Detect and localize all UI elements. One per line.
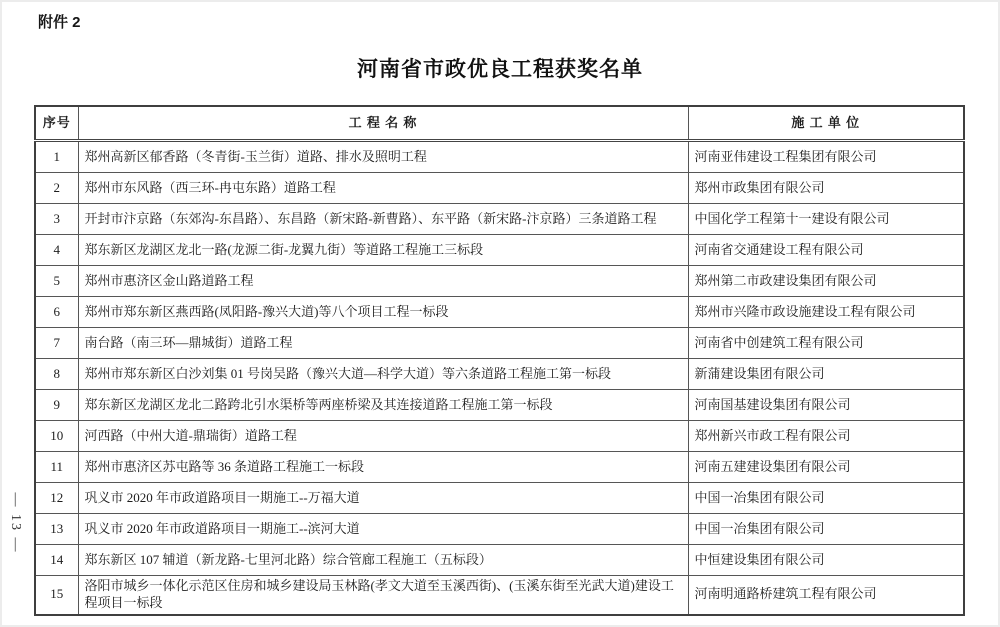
row-index: 12 [35, 483, 78, 514]
project-name: 巩义市 2020 年市政道路项目一期施工--万福大道 [78, 483, 688, 514]
table-row [35, 141, 964, 173]
project-name: 南台路（南三环—鼎城街）道路工程 [78, 328, 688, 359]
project-name: 郑东新区龙湖区龙北一路(龙源二街-龙翼九街）等道路工程施工三标段 [78, 235, 688, 266]
row-index: 4 [35, 235, 78, 266]
company-name: 郑州市政集团有限公司 [688, 173, 964, 204]
project-name: 郑州市惠济区苏屯路等 36 条道路工程施工一标段 [78, 452, 688, 483]
table-row [35, 359, 964, 390]
row-index: 5 [35, 266, 78, 297]
awards-table [34, 105, 965, 616]
project-name: 河西路（中州大道-鼎瑞街）道路工程 [78, 421, 688, 452]
table-header-row [35, 106, 964, 141]
table-row [35, 173, 964, 204]
table-row [35, 545, 964, 576]
row-index: 3 [35, 204, 78, 235]
page-number: — 13 — [8, 492, 23, 554]
table-row [35, 452, 964, 483]
project-name: 开封市汴京路（东郊沟-东昌路）、东昌路（新宋路-新曹路）、东平路（新宋路-汴京路）三条道路工程 [78, 204, 688, 235]
table-row [35, 390, 964, 421]
project-name: 郑州市郑东新区燕西路(凤阳路-豫兴大道)等八个项目工程一标段 [78, 297, 688, 328]
page-title: 河南省市政优良工程获奖名单 [357, 58, 643, 81]
project-name: 郑州市郑东新区白沙刘集 01 号岗吴路（豫兴大道—科学大道）等六条道路工程施工第一标段 [78, 359, 688, 390]
company-name: 河南明通路桥建筑工程有限公司 [688, 576, 964, 615]
row-index: 8 [35, 359, 78, 390]
col-header-project: 工 程 名 称 [78, 106, 688, 141]
project-name: 巩义市 2020 年市政道路项目一期施工--滨河大道 [78, 514, 688, 545]
company-name: 新蒲建设集团有限公司 [688, 359, 964, 390]
col-header-company: 施 工 单 位 [688, 106, 964, 141]
row-index: 6 [35, 297, 78, 328]
project-name: 郑东新区龙湖区龙北二路跨北引水渠桥等两座桥梁及其连接道路工程施工第一标段 [78, 390, 688, 421]
project-name: 郑州高新区郁香路（冬青街-玉兰街）道路、排水及照明工程 [78, 141, 688, 173]
row-index: 1 [35, 141, 78, 173]
attachment-label: 附件 2 [38, 14, 81, 31]
table-row [35, 576, 964, 615]
table-row [35, 328, 964, 359]
col-header-index: 序号 [35, 106, 78, 141]
project-name: 郑东新区 107 辅道（新龙路-七里河北路）综合管廊工程施工（五标段） [78, 545, 688, 576]
table-row [35, 235, 964, 266]
company-name: 中恒建设集团有限公司 [688, 545, 964, 576]
table-row [35, 297, 964, 328]
table-row [35, 204, 964, 235]
project-name: 郑州市东风路（西三环-冉屯东路）道路工程 [78, 173, 688, 204]
company-name: 河南亚伟建设工程集团有限公司 [688, 141, 964, 173]
company-name: 河南国基建设集团有限公司 [688, 390, 964, 421]
table-row [35, 266, 964, 297]
row-index: 7 [35, 328, 78, 359]
row-index: 2 [35, 173, 78, 204]
company-name: 郑州新兴市政工程有限公司 [688, 421, 964, 452]
project-name: 郑州市惠济区金山路道路工程 [78, 266, 688, 297]
row-index: 15 [35, 576, 78, 615]
row-index: 10 [35, 421, 78, 452]
company-name: 中国一冶集团有限公司 [688, 514, 964, 545]
table-row [35, 483, 964, 514]
company-name: 中国化学工程第十一建设有限公司 [688, 204, 964, 235]
company-name: 郑州市兴隆市政设施建设工程有限公司 [688, 297, 964, 328]
project-name: 洛阳市城乡一体化示范区住房和城乡建设局玉林路(孝文大道至玉溪西街)、(玉溪东街至光武大道)建设工程项目一标段 [78, 576, 688, 615]
company-name: 河南省交通建设工程有限公司 [688, 235, 964, 266]
table-row [35, 421, 964, 452]
company-name: 郑州第二市政建设集团有限公司 [688, 266, 964, 297]
row-index: 11 [35, 452, 78, 483]
row-index: 14 [35, 545, 78, 576]
company-name: 中国一冶集团有限公司 [688, 483, 964, 514]
company-name: 河南五建建设集团有限公司 [688, 452, 964, 483]
row-index: 9 [35, 390, 78, 421]
table-row [35, 514, 964, 545]
company-name: 河南省中创建筑工程有限公司 [688, 328, 964, 359]
row-index: 13 [35, 514, 78, 545]
